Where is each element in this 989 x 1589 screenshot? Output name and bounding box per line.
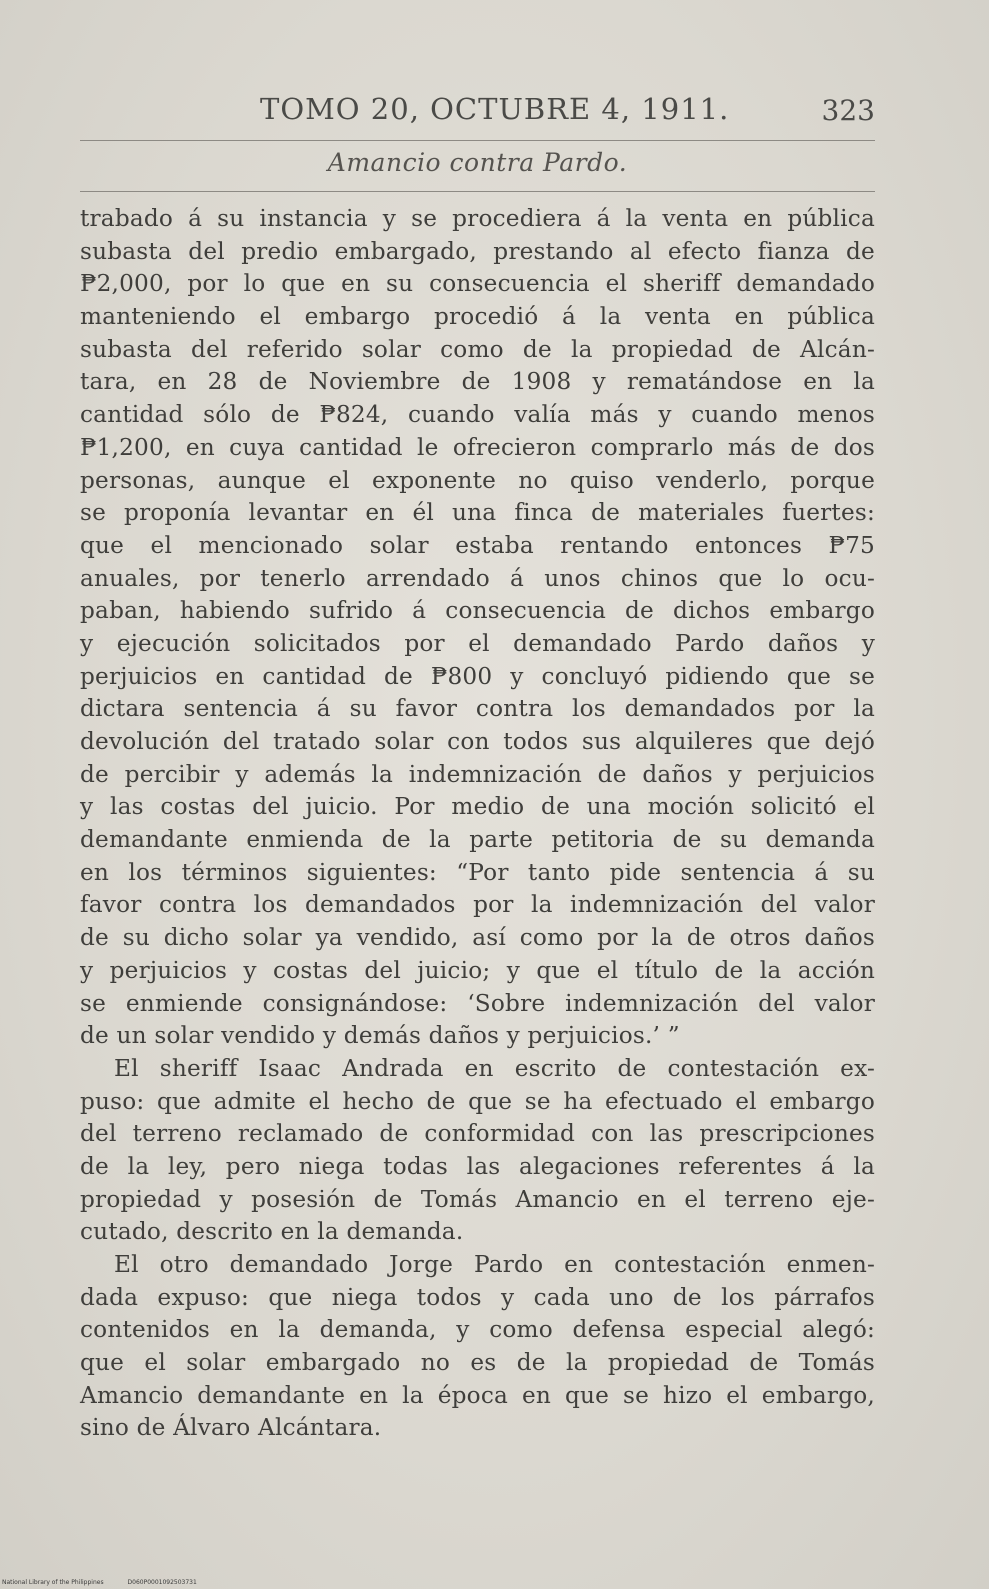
- text-line: anuales, por tenerlo arrendado á unos chinos que lo ocu-: [80, 564, 875, 592]
- text-line: de la ley, pero niega todas las alegaciones referentes á la: [80, 1152, 875, 1180]
- text-line: puso: que admite el hecho de que se ha efectuado el embargo: [80, 1087, 875, 1115]
- text-line: cutado, descrito en la demanda.: [80, 1218, 464, 1246]
- text-line: en los términos siguientes: “Por tanto pide sentencia á su: [80, 858, 875, 886]
- text-line: ₱2,000, por lo que en su consecuencia el sheriff demandado: [80, 270, 875, 298]
- text-line: demandante enmienda de la parte petitoria de su demanda: [80, 826, 875, 854]
- text-line: contenidos en la demanda, y como defensa especial alegó:: [80, 1316, 875, 1344]
- text-line: se proponía levantar en él una finca de materiales fuertes:: [80, 499, 875, 527]
- text-line: El otro demandado Jorge Pardo en contestación enmen-: [114, 1251, 875, 1278]
- footer-library: National Library of the Philippines: [2, 1579, 104, 1586]
- text-line: tara, en 28 de Noviembre de 1908 y rematándose en la: [80, 368, 875, 396]
- text-line: Amancio demandante en la época en que se hizo el embargo,: [80, 1381, 875, 1409]
- text-line: trabado á su instancia y se procediera á la venta en pública: [80, 205, 875, 232]
- text-line: y las costas del juicio. Por medio de una moción solicitó el: [80, 793, 875, 821]
- text-line: perjuicios en cantidad de ₱800 y concluyó pidiendo que se: [80, 662, 875, 690]
- case-title-rule: [80, 191, 875, 192]
- text-line: personas, aunque el exponente no quiso venderlo, porque: [80, 466, 875, 494]
- text-line: subasta del predio embargado, prestando al efecto fianza de: [80, 237, 875, 265]
- text-line: y perjuicios y costas del juicio; y que el título de la acción: [80, 956, 875, 984]
- paragraph: [80, 1249, 875, 1445]
- paragraph: [80, 203, 875, 1053]
- text-line: de su dicho solar ya vendido, así como por la de otros daños: [80, 924, 875, 952]
- header-rule: [80, 140, 875, 141]
- text-line: favor contra los demandados por la indemnización del valor: [80, 891, 875, 919]
- text-line: cantidad sólo de ₱824, cuando valía más y cuando menos: [80, 401, 875, 429]
- body-text: [80, 203, 875, 1445]
- text-line: y ejecución solicitados por el demandado Pardo daños y: [80, 629, 875, 657]
- text-line: se enmiende consignándose: ‘Sobre indemnización del valor: [80, 989, 875, 1017]
- text-line: del terreno reclamado de conformidad con las prescripciones: [80, 1120, 875, 1148]
- footer-code: D060P0001092503731: [127, 1579, 197, 1586]
- text-line: sino de Álvaro Alcántara.: [80, 1414, 382, 1442]
- text-line: de percibir y además la indemnización de daños y perjuicios: [80, 760, 875, 788]
- text-line: paban, habiendo sufrido á consecuencia de dichos embargo: [80, 597, 875, 625]
- page-header: [80, 92, 875, 136]
- page-footer: [2, 1579, 219, 1586]
- text-line: que el solar embargado no es de la propiedad de Tomás: [80, 1349, 875, 1377]
- text-line: dictara sentencia á su favor contra los demandados por la: [80, 695, 875, 723]
- running-head: TOMO 20, OCTUBRE 4, 1911.: [260, 92, 730, 126]
- text-line: ₱1,200, en cuya cantidad le ofrecieron comprarlo más de dos: [80, 433, 875, 461]
- text-line: propiedad y posesión de Tomás Amancio en el terreno eje-: [80, 1185, 875, 1213]
- page-number: 323: [821, 94, 875, 127]
- text-line: que el mencionado solar estaba rentando entonces ₱75: [80, 531, 875, 559]
- case-title: Amancio contra Pardo.: [327, 148, 628, 177]
- text-line: dada expuso: que niega todos y cada uno de los párrafos: [80, 1283, 875, 1311]
- text-line: El sheriff Isaac Andrada en escrito de contestación ex-: [114, 1054, 875, 1082]
- text-line: de un solar vendido y demás daños y perjuicios.’ ”: [80, 1022, 680, 1050]
- text-line: devolución del tratado solar con todos sus alquileres que dejó: [80, 728, 875, 755]
- text-line: subasta del referido solar como de la propiedad de Alcán-: [80, 335, 875, 363]
- paragraph: [80, 1053, 875, 1249]
- text-line: manteniendo el embargo procedió á la venta en pública: [80, 303, 875, 331]
